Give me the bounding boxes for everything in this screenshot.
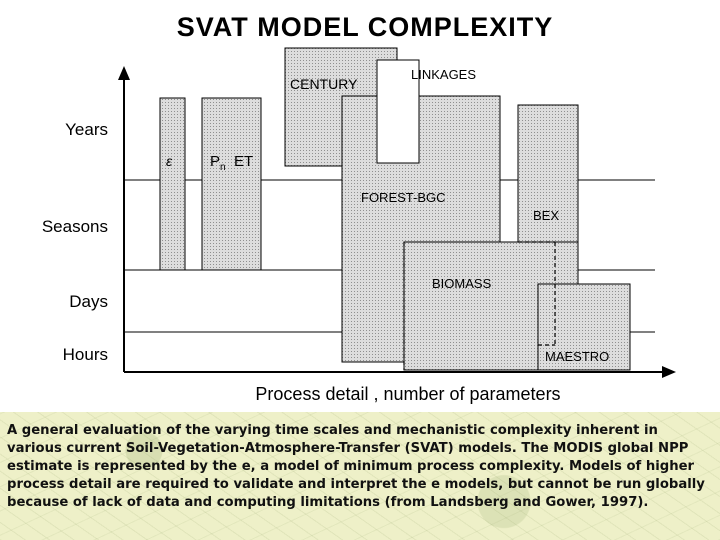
y-label-seasons: Seasons <box>41 217 108 236</box>
pn-et-model-box <box>202 98 261 270</box>
epsilon-label: ε <box>166 153 173 169</box>
y-label-days: Days <box>69 292 108 311</box>
biomass-label: BIOMASS <box>432 276 492 291</box>
forest-bgc-label: FOREST-BGC <box>361 190 446 205</box>
epsilon-model-box <box>160 98 185 270</box>
bex-label: BEX <box>533 208 560 223</box>
caption-panel <box>0 412 720 540</box>
et-label: ET <box>234 153 254 170</box>
y-label-years: Years <box>65 120 108 139</box>
x-axis-label: Process detail , number of parameters <box>255 384 561 404</box>
y-label-hours: Hours <box>62 345 108 364</box>
pn-label: $P_n$ <box>210 153 226 173</box>
century-label: CENTURY <box>290 76 358 92</box>
diagram-title: SVAT MODEL COMPLEXITY <box>176 12 554 42</box>
figure-caption: A general evaluation of the varying time scales and mechanistic complexity inherent in various current Soil-Vegetation-Atmosphere-Transfer (SVAT) models. The MODIS global NPP estimate is represented by the e, a model of minimum process complexity. Models of higher process detail are required to validate and interpret the e models, but cannot be run globally because of lack of data and computing limitations (from Landsberg and Gower, 1997). <box>7 423 705 510</box>
linkages-label: LINKAGES <box>411 67 477 82</box>
maestro-label: MAESTRO <box>545 349 610 364</box>
x-axis-arrow-icon <box>662 366 676 378</box>
y-axis-arrow-icon <box>118 66 130 80</box>
